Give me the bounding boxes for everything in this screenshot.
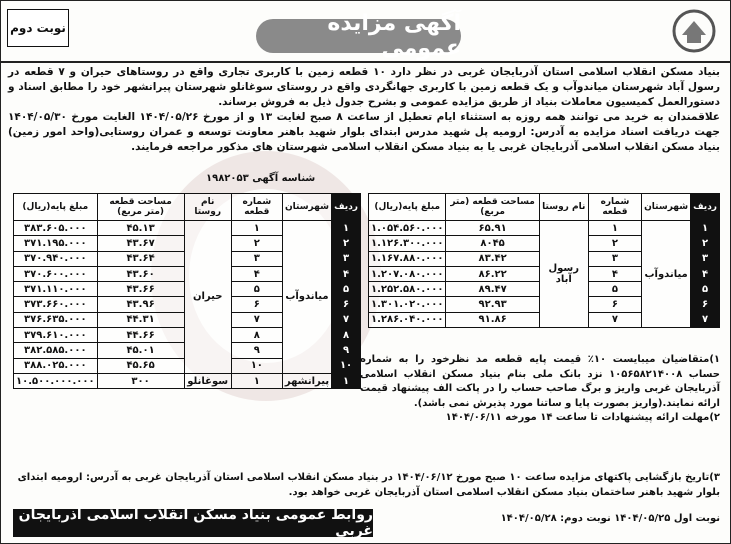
col-village: نام روستا <box>184 194 231 221</box>
note-item: ۳)تاریخ بازگشایی پاکتهای مزایده ساعت ۱۰ صبح مورخ ۱۴۰۴/۰۶/۱۲ در بنیاد مسکن انقلاب اسلامی استان آذربایجان غربی به آدرس: ارومیه ابتدای بلوار شهید باهنر ساختمان بنیاد مسکن انقلاب اسلامی استان آذربایجان غربی خواهد بود. <box>17 472 720 498</box>
col-area: مساحت قطعه (متر مربع) <box>97 194 184 221</box>
col-area: مساحت قطعه (متر مربع) <box>446 194 539 221</box>
heyran-table <box>13 193 361 389</box>
price-cell: ۳۸۳.۶۰۵.۰۰۰ <box>14 221 98 236</box>
price-cell: ۱.۰۵۴.۵۶۰.۰۰۰ <box>369 221 446 236</box>
price-cell: ۳۸۸.۰۲۵.۰۰۰ <box>14 358 98 373</box>
plot-number-cell: ۶ <box>231 297 282 312</box>
plot-number-cell: ۱ <box>231 373 282 388</box>
area-cell: ۴۵.۰۱ <box>97 343 184 358</box>
area-cell: ۴۳.۶۴ <box>97 251 184 266</box>
area-cell: ۹۱.۸۶ <box>446 312 539 327</box>
row-number: ۲ <box>691 236 720 251</box>
plot-number-cell: ۴ <box>588 266 641 281</box>
plot-number-cell: ۶ <box>588 297 641 312</box>
row-number: ۵ <box>691 282 720 297</box>
plot-number-cell: ۳ <box>231 251 282 266</box>
plot-number-cell: ۷ <box>231 312 282 327</box>
plot-number-cell: ۵ <box>588 282 641 297</box>
conditions-notes <box>360 353 720 426</box>
foundation-logo-icon <box>672 9 716 53</box>
price-cell: ۱.۱۶۷.۸۸۰.۰۰۰ <box>369 251 446 266</box>
plot-number-cell: ۹ <box>231 343 282 358</box>
county-cell: پیرانشهر <box>282 373 331 388</box>
area-cell: ۸۰۴۵ <box>446 236 539 251</box>
table-row <box>14 221 361 236</box>
conditions-notes-wide <box>8 471 720 500</box>
note-item: ۲)مهلت ارائه پیشنهادات تا ساعت ۱۴ مورخه ۱۴۰۴/۰۶/۱۱ <box>445 412 720 424</box>
col-base-price: مبلغ پایه(ریال) <box>369 194 446 221</box>
plot-number-cell: ۸ <box>231 328 282 343</box>
price-cell: ۳۷۱.۱۱۰.۰۰۰ <box>14 282 98 297</box>
area-cell: ۹۲.۹۳ <box>446 297 539 312</box>
plot-number-cell: ۲ <box>588 236 641 251</box>
plot-number-cell: ۳ <box>588 251 641 266</box>
area-cell: ۴۵.۶۵ <box>97 358 184 373</box>
row-number: ۳ <box>332 251 361 266</box>
price-cell: ۱.۲۰۷.۰۸۰.۰۰۰ <box>369 266 446 281</box>
area-cell: ۴۴.۶۶ <box>97 328 184 343</box>
row-number: ۱ <box>332 221 361 236</box>
plot-number-cell: ۱ <box>588 221 641 236</box>
price-cell: ۳۸۲.۵۸۵.۰۰۰ <box>14 343 98 358</box>
village-cell: حیران <box>184 221 231 374</box>
intro-paragraph: علاقمندان به خرید می توانند همه روزه به استثناء ایام تعطیل از ساعت ۸ صبح لغایت ۱۳ و از مورخ ۱۴۰۴/۰۵/۲۶ الغایت مورخ ۱۴۰۴/۰۵/۳۰ جهت دریافت اسناد مزایده به آدرس: ارومیه پل شهید مدرس ابتدای بلوار شهید باهنر معاونت توسعه و عمران روستایی(واحد امور زمین) بنیاد مسکن انقلاب اسلامی آذربایجان غربی یا به بنیاد مسکن انقلاب اسلامی شهرستان های مذکور مراجعه فرمایند. <box>8 111 720 153</box>
intro-paragraph: بنیاد مسکن انقلاب اسلامی استان آذربایجان غربی در نظر دارد ۱۰ قطعه زمین با کاربری تجاری واقع در روستاهای حیران و ۷ قطعه در رسول آباد شهرستان میاندوآب و یک قطعه زمین با کاربری جهانگردی واقع در روستای سوغانلو شهرستان پیرانشهر خود را مطابق اسناد و دستورالعمل کمیسیون معاملات بنیاد از طریق مزایده عمومی و بشرح جدول ذیل به فروش برساند. <box>8 66 720 108</box>
price-cell: ۳۷۳.۶۶۰.۰۰۰ <box>14 297 98 312</box>
row-number: ۲ <box>332 236 361 251</box>
row-number: ۷ <box>691 312 720 327</box>
price-cell: ۱۰.۵۰۰.۰۰۰.۰۰۰ <box>14 373 98 388</box>
row-number: ۶ <box>691 297 720 312</box>
row-number: ۱ <box>332 373 361 388</box>
table-row <box>14 373 361 388</box>
price-cell: ۳۷۱.۱۹۵.۰۰۰ <box>14 236 98 251</box>
publication-dates: نوبت اول ۱۴۰۴/۰۵/۲۵ نوبت دوم: ۱۴۰۴/۰۵/۲۸ <box>500 513 720 524</box>
col-row-number: ردیف <box>691 194 720 221</box>
village-cell: رسول آباد <box>539 221 588 328</box>
area-cell: ۸۹.۴۷ <box>446 282 539 297</box>
header <box>1 1 730 63</box>
note-item: ۱)متقاضیان میبایست ۱۰٪ قیمت پایه قطعه مد نظرخود را به شماره حساب ۱۰۵۶۵۸۲۱۴۰۰۸ نزد بانک ملی بنام بنیاد مسکن انقلاب اسلامی آذربایجان غربی واریز و برگ صاحب حساب را در پاکت الف پیشنهاد قیمت ارائه نمایند.(واریز بصورت پایا و ساتنا مورد پذیرش نمی باشد). <box>360 354 720 409</box>
area-cell: ۸۶.۲۲ <box>446 266 539 281</box>
price-cell: ۳۷۰.۶۰۰.۰۰۰ <box>14 266 98 281</box>
county-cell: میاندوآب <box>642 221 691 328</box>
row-number: ۱ <box>691 221 720 236</box>
col-county: شهرستان <box>642 194 691 221</box>
row-number: ۸ <box>332 328 361 343</box>
table-header-row <box>369 194 720 221</box>
page-title: آگهی مزایده عمومی <box>256 19 461 53</box>
footer-public-relations: روابط عمومی بنیاد مسکن انقلاب اسلامی آذربایجان غربی <box>13 509 373 537</box>
edition-badge: نوبت دوم <box>7 9 69 47</box>
row-number: ۹ <box>332 343 361 358</box>
area-cell: ۴۴.۳۱ <box>97 312 184 327</box>
row-number: ۳ <box>691 251 720 266</box>
row-number: ۶ <box>332 297 361 312</box>
area-cell: ۸۳.۴۲ <box>446 251 539 266</box>
plot-number-cell: ۱۰ <box>231 358 282 373</box>
col-plot-number: شماره قطعه <box>231 194 282 221</box>
price-cell: ۱.۳۰۱.۰۲۰.۰۰۰ <box>369 297 446 312</box>
row-number: ۴ <box>332 266 361 281</box>
row-number: ۴ <box>691 266 720 281</box>
plot-number-cell: ۱ <box>231 221 282 236</box>
table-header-row <box>14 194 361 221</box>
area-cell: ۴۵.۱۳ <box>97 221 184 236</box>
area-cell: ۳۰۰ <box>97 373 184 388</box>
area-cell: ۴۳.۶۶ <box>97 282 184 297</box>
plot-number-cell: ۵ <box>231 282 282 297</box>
price-cell: ۳۷۹.۶۱۰.۰۰۰ <box>14 328 98 343</box>
table-row <box>369 221 720 236</box>
col-village: نام روستا <box>539 194 588 221</box>
col-base-price: مبلغ پایه(ریال) <box>14 194 98 221</box>
price-cell: ۳۷۰.۹۴۰.۰۰۰ <box>14 251 98 266</box>
area-cell: ۴۳.۹۶ <box>97 297 184 312</box>
plot-number-cell: ۴ <box>231 266 282 281</box>
row-number: ۵ <box>332 282 361 297</box>
row-number: ۱۰ <box>332 358 361 373</box>
county-cell: میاندوآب <box>282 221 331 374</box>
price-cell: ۱.۲۵۲.۵۸۰.۰۰۰ <box>369 282 446 297</box>
village-cell: سوغانلو <box>184 373 231 388</box>
col-row-number: ردیف <box>332 194 361 221</box>
row-number: ۷ <box>332 312 361 327</box>
price-cell: ۱.۱۲۶.۳۰۰.۰۰۰ <box>369 236 446 251</box>
area-cell: ۴۳.۶۷ <box>97 236 184 251</box>
price-cell: ۱.۲۸۶.۰۴۰.۰۰۰ <box>369 312 446 327</box>
plot-number-cell: ۷ <box>588 312 641 327</box>
rasool-abad-table <box>368 193 720 328</box>
ad-code: شناسه آگهی ۱۹۸۲۰۵۳ <box>206 173 316 184</box>
col-county: شهرستان <box>282 194 331 221</box>
area-cell: ۴۳.۶۰ <box>97 266 184 281</box>
area-cell: ۶۵.۹۱ <box>446 221 539 236</box>
price-cell: ۳۷۶.۶۳۵.۰۰۰ <box>14 312 98 327</box>
plot-number-cell: ۲ <box>231 236 282 251</box>
intro-text <box>8 65 720 155</box>
col-plot-number: شماره قطعه <box>588 194 641 221</box>
